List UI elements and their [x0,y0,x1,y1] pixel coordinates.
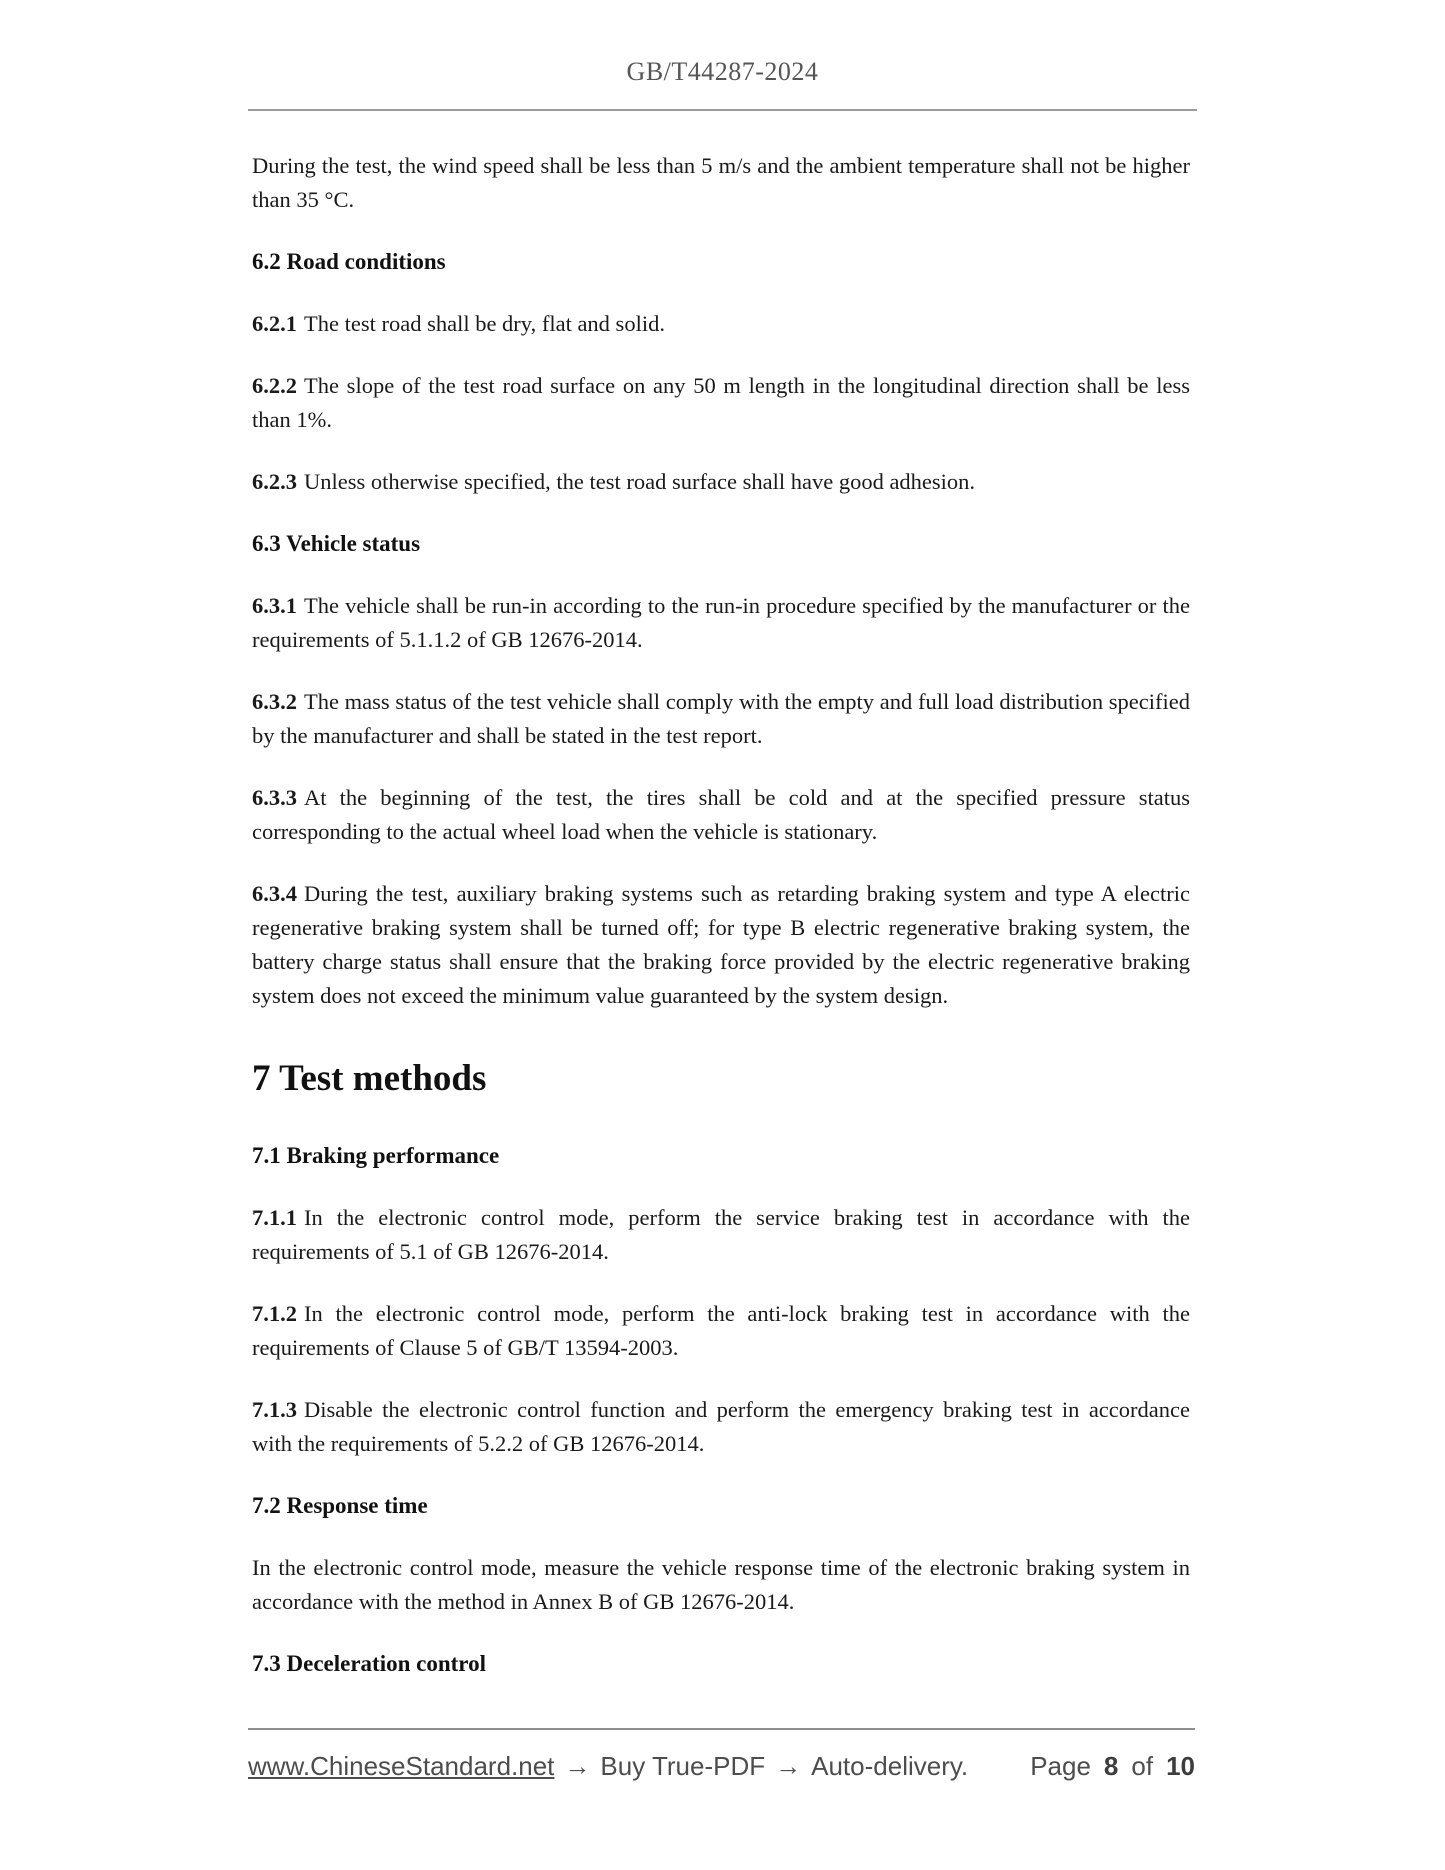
clause-text: The mass status of the test vehicle shall comply with the empty and full load distribution specified by the manufacturer and shall be stated in the test report. [252,689,1190,748]
header-divider [248,109,1197,111]
paragraph-intro: During the test, the wind speed shall be less than 5 m/s and the ambient temperature shall not be higher than 35 °C. [252,153,1190,212]
section-heading-6-3: 6.3 Vehicle status [252,531,421,556]
clause-number: 6.3.3 [252,785,297,810]
clause-number: 6.3.4 [252,881,297,906]
arrow-icon: → [564,1751,591,1781]
paragraph-7-1-2 [252,1297,1190,1365]
clause-text: At the beginning of the test, the tires shall be cold and at the specified pressure status corresponding to the actual wheel load when the vehicle is stationary. [252,785,1190,844]
current-page-number: 8 [1103,1751,1119,1781]
footer-delivery-label: Auto-delivery. [811,1751,969,1781]
section-heading-7-1: 7.1 Braking performance [252,1143,500,1168]
page-indicator [1030,1751,1195,1782]
section-heading-7-3: 7.3 Deceleration control [252,1651,486,1676]
clause-number: 6.3.1 [252,593,297,618]
clause-number: 6.2.1 [252,311,297,336]
paragraph-6-2-2 [252,369,1190,437]
paragraph-6-2-1 [252,307,1190,341]
section-heading-7-2: 7.2 Response time [252,1493,428,1518]
document-content [252,149,1190,1681]
clause-text: The slope of the test road surface on any 50 m length in the longitudinal direction shall be less than 1%. [252,373,1190,432]
paragraph-6-3-2 [252,685,1190,753]
paragraph-6-2-3 [252,465,1190,499]
total-page-number: 10 [1166,1751,1195,1781]
of-label: of [1131,1751,1154,1781]
arrow-icon: → [775,1751,802,1781]
footer-info [248,1751,968,1782]
clause-number: 7.1.3 [252,1397,297,1422]
page-label: Page [1030,1751,1091,1781]
clause-number: 6.3.2 [252,689,297,714]
clause-number: 6.2.2 [252,373,297,398]
page-header [0,0,1445,87]
clause-number: 7.1.2 [252,1301,297,1326]
clause-text: The vehicle shall be run-in according to the run-in procedure specified by the manufacturer or the requirements of 5.1.1.2 of GB 12676-2014. [252,593,1190,652]
clause-text: During the test, auxiliary braking systems such as retarding braking system and type A electric regenerative braking system shall be turned off; for type B electric regenerative braking system, the battery charge status shall ensure that the braking force provided by the electric regenerative braking system does not exceed the minimum value guaranteed by the system design. [252,881,1190,1008]
clause-number: 6.2.3 [252,469,297,494]
paragraph-7-2-body: In the electronic control mode, measure the vehicle response time of the electronic braking system in accordance with the method in Annex B of GB 12676-2014. [252,1555,1190,1614]
paragraph-7-1-1 [252,1201,1190,1269]
clause-text: Disable the electronic control function and perform the emergency braking test in accordance with the requirements of 5.2.2 of GB 12676-2014. [252,1397,1190,1456]
footer-buy-label: Buy True-PDF [600,1751,766,1781]
paragraph-6-3-4 [252,877,1190,1013]
paragraph-6-3-3 [252,781,1190,849]
clause-text: The test road shall be dry, flat and solid. [304,311,665,336]
paragraph-7-1-3 [252,1393,1190,1461]
chapter-heading-7: 7 Test methods [252,1058,487,1099]
paragraph-6-3-1 [252,589,1190,657]
clause-text: In the electronic control mode, perform the anti-lock braking test in accordance with the requirements of Clause 5 of GB/T 13594-2003. [252,1301,1190,1360]
clause-text: Unless otherwise specified, the test road surface shall have good adhesion. [304,469,976,494]
doc-number: GB/T44287-2024 [626,57,819,86]
website-link[interactable]: www.ChineseStandard.net [248,1751,555,1781]
clause-number: 7.1.1 [252,1205,297,1230]
clause-text: In the electronic control mode, perform the service braking test in accordance with the requirements of 5.1 of GB 12676-2014. [252,1205,1190,1264]
section-heading-6-2: 6.2 Road conditions [252,249,446,274]
page-footer [248,1728,1195,1782]
